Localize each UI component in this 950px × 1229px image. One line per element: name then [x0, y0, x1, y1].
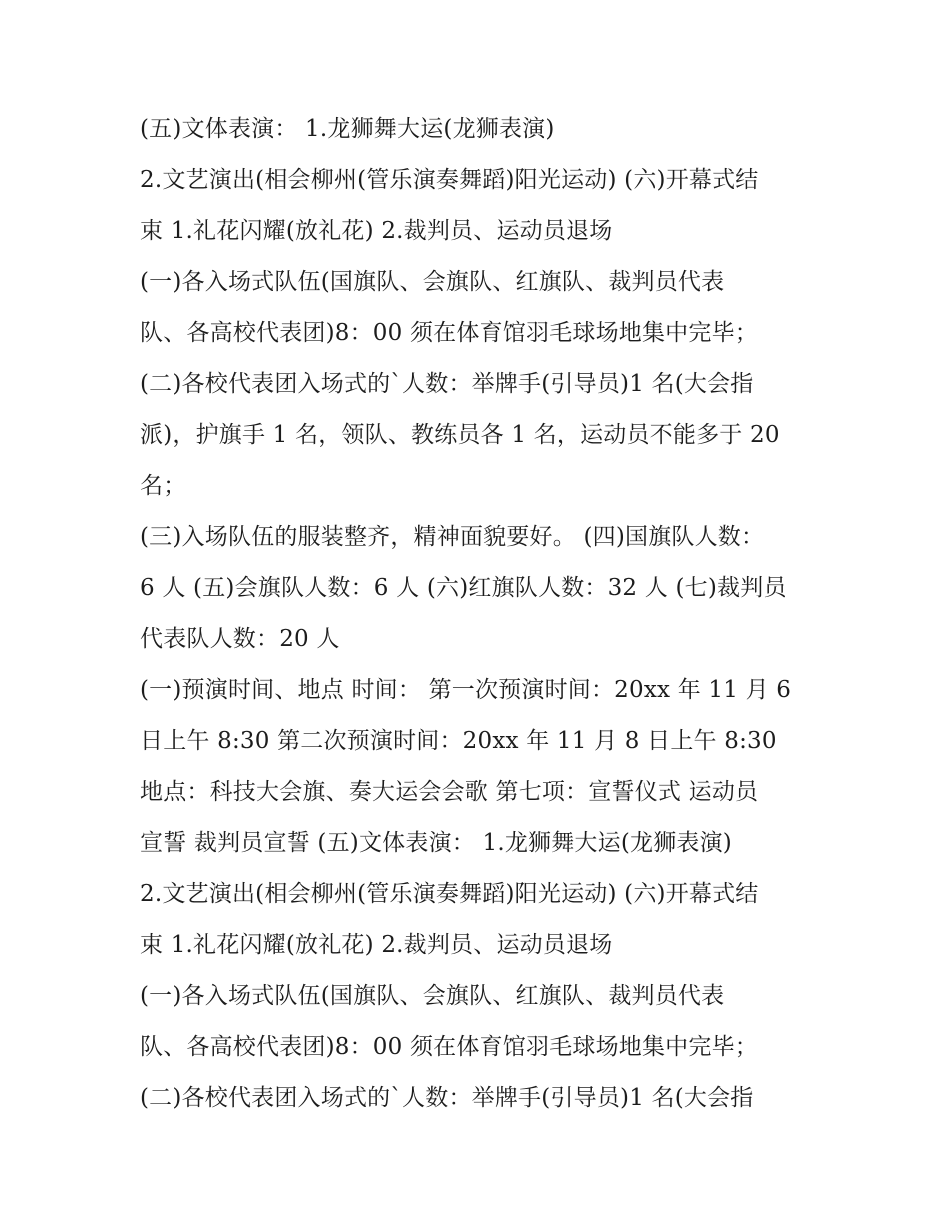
text-line: 队、各高校代表团)8：00 须在体育馆羽毛球场地集中完毕；: [140, 1034, 758, 1060]
text-line: 代表队人数：20 人: [140, 626, 340, 652]
text-line: (五)文体表演： 1.龙狮舞大运(龙狮表演): [140, 116, 555, 142]
text-line: 2.文艺演出(相会柳州(管乐演奏舞蹈)阳光运动) (六)开幕式结: [140, 167, 759, 193]
text-line: 派)，护旗手 1 名，领队、教练员各 1 名，运动员不能多于 20: [140, 422, 780, 448]
text-line: (三)入场队伍的服装整齐，精神面貌要好。 (四)国旗队人数：: [140, 524, 765, 550]
text-line: (一)各入场式队伍(国旗队、会旗队、红旗队、裁判员代表: [140, 983, 725, 1009]
text-line: (二)各校代表团入场式的`人数：举牌手(引导员)1 名(大会指: [140, 1085, 754, 1111]
text-line: 地点：科技大会旗、奏大运会会歌 第七项：宣誓仪式 运动员: [140, 779, 759, 805]
text-line: 名；: [140, 473, 187, 499]
text-line: (一)各入场式队伍(国旗队、会旗队、红旗队、裁判员代表: [140, 269, 725, 295]
text-line: 队、各高校代表团)8：00 须在体育馆羽毛球场地集中完毕；: [140, 320, 758, 346]
text-line: (一)预演时间、地点 时间： 第一次预演时间：20xx 年 11 月 6: [140, 677, 792, 703]
text-line: (二)各校代表团入场式的`人数：举牌手(引导员)1 名(大会指: [140, 371, 754, 397]
document-body: [140, 104, 820, 1124]
text-line: 6 人 (五)会旗队人数：6 人 (六)红旗队人数：32 人 (七)裁判员: [140, 575, 787, 601]
text-line: 束 1.礼花闪耀(放礼花) 2.裁判员、运动员退场: [140, 932, 613, 958]
text-line: 束 1.礼花闪耀(放礼花) 2.裁判员、运动员退场: [140, 218, 613, 244]
text-line: 2.文艺演出(相会柳州(管乐演奏舞蹈)阳光运动) (六)开幕式结: [140, 881, 759, 907]
text-line: 日上午 8:30 第二次预演时间：20xx 年 11 月 8 日上午 8:30: [140, 728, 777, 754]
text-line: 宣誓 裁判员宣誓 (五)文体表演： 1.龙狮舞大运(龙狮表演): [140, 830, 732, 856]
